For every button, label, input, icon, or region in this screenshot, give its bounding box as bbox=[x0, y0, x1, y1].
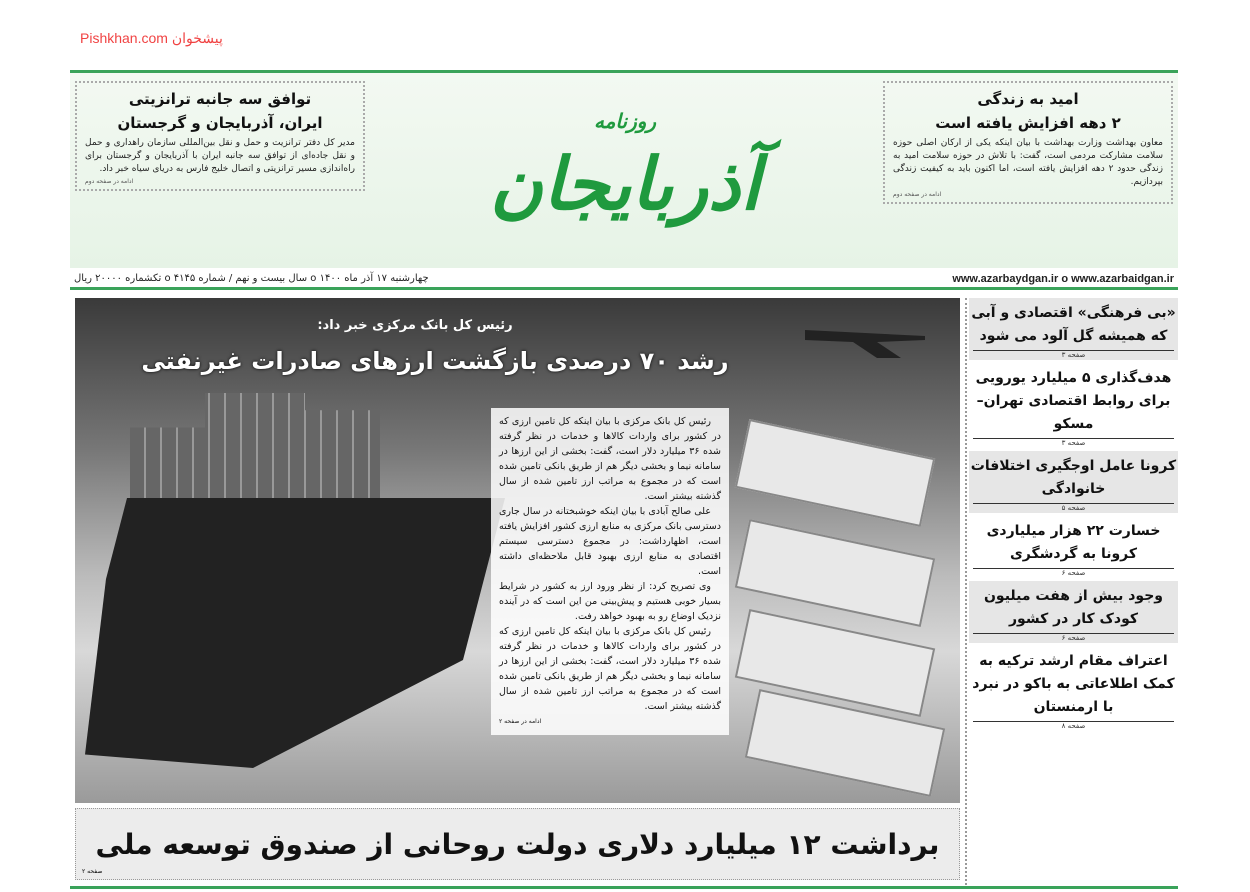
teaser-body: معاون بهداشت وزارت بهداشت با بیان اینکه یکی از ارکان اصلی حوزه سلامت مشارکت مردمی است، گفت: با تلاش در حوزه سلامت امید به زندگی حدود ۲ دهه افزایش یافته است، اما اکنون باید به کیفیت زندگی بپردازیم. bbox=[893, 138, 1163, 187]
banknote-image bbox=[735, 419, 935, 527]
ship-image bbox=[85, 498, 505, 768]
sidebar-title: خسارت ۲۲ هزار میلیاردی کرونا به گردشگری bbox=[986, 523, 1161, 562]
website-links[interactable]: www.azarbaydgan.ir o www.azarbaidgan.ir bbox=[952, 273, 1174, 285]
bottom-headline-box[interactable] bbox=[75, 808, 960, 880]
sidebar-item[interactable] bbox=[969, 516, 1178, 578]
logo-name: آذربایجان bbox=[489, 140, 761, 226]
masthead-band bbox=[70, 70, 1178, 268]
page-ref: صفحه ۳ bbox=[973, 350, 1174, 360]
continued-note: ادامه در صفحه ۲ bbox=[499, 718, 542, 725]
page-ref: صفحه ۲ bbox=[82, 868, 103, 875]
sidebar-item[interactable] bbox=[969, 581, 1178, 643]
sidebar-title: کرونا عامل اوجگیری اختلافات خانوادگی bbox=[970, 458, 1177, 497]
article-paragraph: علی صالح آبادی با بیان اینکه خوشبختانه در سال جاری دسترسی بانک مرکزی به منابع ارزی کشور افزایش یافته است، اظهارداشت: در مجموع دسترسی سیستم اقتصادی به منابع ارزی بهبود قابل ملاحظه‌ای داشته است. bbox=[499, 506, 721, 577]
sidebar-item[interactable] bbox=[969, 363, 1178, 448]
watermark: پیشخوان Pishkhan.com bbox=[80, 30, 223, 46]
continued-note: ادامه در صفحه دوم bbox=[85, 178, 134, 185]
article-paragraph: رئیس کل بانک مرکزی با بیان اینکه کل تامین ارزی که در کشور برای واردات کالاها و خدمات در نظر گرفته شده ۳۶ میلیارد دلار است، گفت: بخشی از این ارزها در سامانه نیما و بخشی دیگر هم از طریق بانکی تامین شده است که در مجموع به مراتب ارز تامین شده از سال گذشته بیشتر است. bbox=[499, 416, 721, 502]
lead-headline[interactable]: رشد ۷۰ درصدی بازگشت ارزهای صادرات غیرنفتی bbox=[141, 347, 729, 375]
sidebar-headlines bbox=[965, 298, 1178, 885]
lead-kicker: رئیس کل بانک مرکزی خبر داد: bbox=[317, 318, 513, 333]
sidebar-item[interactable] bbox=[969, 298, 1178, 360]
sidebar-title: اعتراف مقام ارشد ترکیه به کمک اطلاعاتی به باکو در نبرد با ارمنستان bbox=[972, 653, 1175, 715]
teaser-body: مدیر کل دفتر ترانزیت و حمل و نقل بین‌المللی سازمان راهداری و حمل و نقل جاده‌ای از توافق سه جانبه ایران با آذربایجان و گرجستان برای راه‌اندازی مسیر ترانزیتی و اتصال خلیج فارس به دریای سیاه خبر داد. bbox=[85, 138, 355, 174]
lead-story-photo bbox=[75, 298, 960, 803]
sidebar-item[interactable] bbox=[969, 451, 1178, 513]
page-ref: صفحه ۶ bbox=[973, 633, 1174, 643]
sidebar-title: وجود بیش از هفت میلیون کودک کار در کشور bbox=[983, 588, 1163, 627]
banknote-image bbox=[735, 519, 935, 627]
containers-image bbox=[130, 393, 380, 508]
bottom-headline: برداشت ۱۲ میلیارد دلاری دولت روحانی از صندوق توسعه ملی bbox=[95, 828, 940, 861]
lead-article bbox=[491, 408, 729, 735]
article-paragraph: وی تصریح کرد: از نظر ورود ارز به کشور در شرایط بسیار خوبی هستیم و پیش‌بینی من این است که در آینده نزدیک اوضاع رو به بهبود خواهد رفت. bbox=[499, 581, 721, 622]
sidebar-title: هدف‌گذاری ۵ میلیارد یورویی برای روابط اقتصادی تهران–مسکو bbox=[975, 370, 1172, 432]
sidebar-title: «بی فرهنگی» اقتصادی و آبی که همیشه گل آلود می شود bbox=[971, 305, 1176, 344]
page-ref: صفحه ۳ bbox=[973, 438, 1174, 448]
right-teaser-box[interactable] bbox=[883, 81, 1173, 204]
issue-info-bar bbox=[70, 268, 1178, 290]
bottom-rule bbox=[70, 886, 1178, 889]
page-ref: صفحه ۵ bbox=[973, 503, 1174, 513]
teaser-title: ۲ دهه افزایش یافته است bbox=[935, 114, 1121, 132]
page-ref: صفحه ۶ bbox=[973, 568, 1174, 578]
teaser-title: ایران، آذربایجان و گرجستان bbox=[117, 114, 323, 132]
logo-prefix: روزنامه bbox=[593, 108, 657, 133]
teaser-title: توافق سه جانبه ترانزیتی bbox=[128, 90, 312, 108]
issue-date: چهارشنبه ۱۷ آذر ماه ۱۴۰۰ o سال بیست و نهم / شماره ۴۱۴۵ o تکشماره ۲۰۰۰۰ ریال bbox=[74, 273, 429, 284]
teaser-title: امید به زندگی bbox=[977, 90, 1079, 108]
continued-note: ادامه در صفحه دوم bbox=[893, 191, 942, 198]
newspaper-logo bbox=[400, 73, 850, 268]
article-paragraph: رئیس کل بانک مرکزی با بیان اینکه کل تامین ارزی که در کشور برای واردات کالاها و خدمات در نظر گرفته شده ۳۶ میلیارد دلار است، گفت: بخشی از این ارزها در سامانه نیما و بخشی دیگر هم از طریق بانکی تامین شده است که در مجموع به مراتب ارز تامین شده از سال گذشته بیشتر است. bbox=[499, 626, 721, 712]
airplane-image bbox=[805, 318, 925, 358]
sidebar-item[interactable] bbox=[969, 646, 1178, 731]
page-ref: صفحه ۸ bbox=[973, 721, 1174, 731]
left-teaser-box[interactable] bbox=[75, 81, 365, 191]
